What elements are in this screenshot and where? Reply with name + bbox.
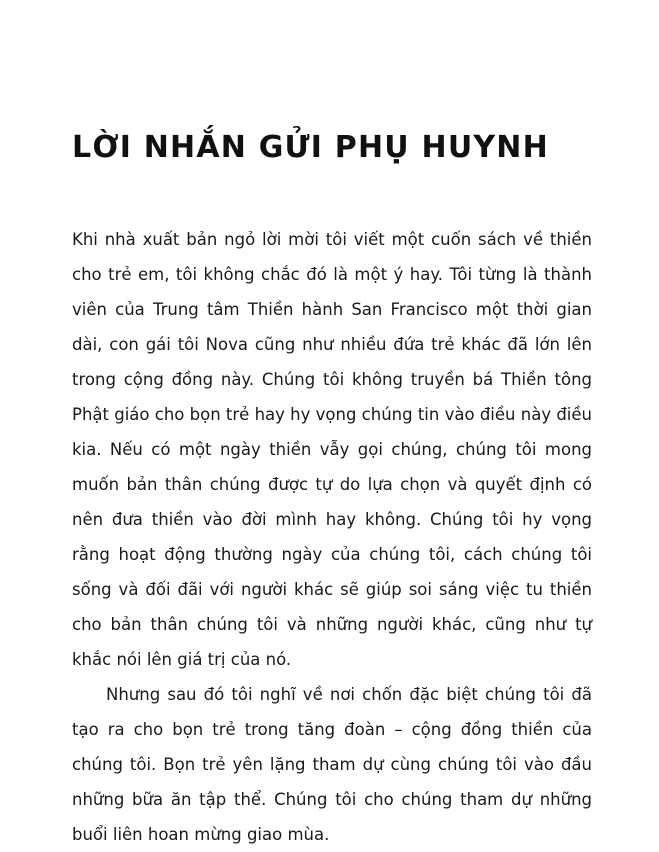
page-content: [72, 130, 592, 852]
paragraph-1: Khi nhà xuất bản ngỏ lời mời tôi viết một cuốn sách về thiền cho trẻ em, tôi không chắc đó là một ý hay. Tôi từng là thành viên của Trung tâm Thiền hành San Francisco một thời gian dài, con gái tôi Nova cũng như nhiều đứa trẻ khác đã lớn lên trong cộng đồng này. Chúng tôi không truyền bá Thiền tông Phật giáo cho bọn trẻ hay hy vọng chúng tin vào điều này điều kia. Nếu có một ngày thiền vẫy gọi chúng, chúng tôi mong muốn bản thân chúng được tự do lựa chọn và quyết định có nên đưa thiền vào đời mình hay không. Chúng tôi hy vọng rằng hoạt động thường ngày của chúng tôi, cách chúng tôi sống và đối đãi với người khác sẽ giúp soi sáng việc tu thiền cho bản thân chúng tôi và những người khác, cũng như tự khắc nói lên giá trị của nó.: [72, 230, 592, 669]
paragraph-2: Nhưng sau đó tôi nghĩ về nơi chốn đặc biệt chúng tôi đã tạo ra cho bọn trẻ trong tăng đoàn – cộng đồng thiền của chúng tôi. Bọn trẻ yên lặng tham dự cùng chúng tôi vào đầu những bữa ăn tập thể. Chúng tôi cho chúng tham dự những buổi liên hoan mừng giao mùa.: [72, 685, 592, 844]
page-title: LỜI NHẮN GỬI PHỤ HUYNH: [72, 130, 549, 165]
body-text: [72, 222, 592, 852]
